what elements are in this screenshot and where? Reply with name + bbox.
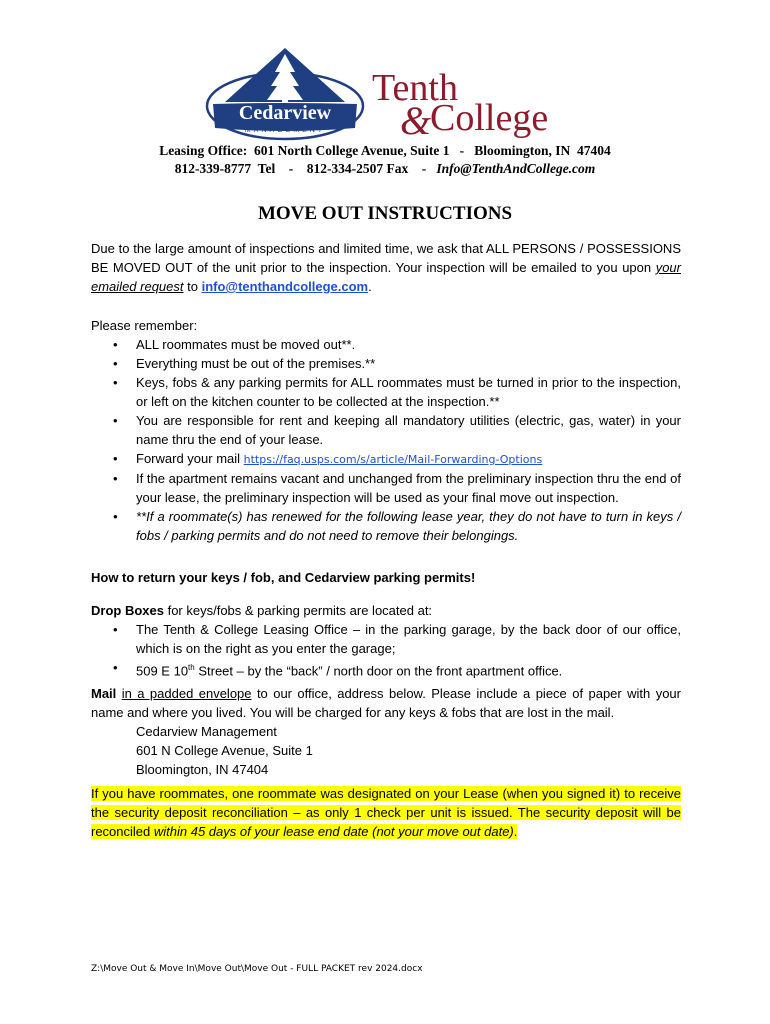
tenth-logo-word1: Tenth (372, 68, 458, 109)
cedarview-logo (205, 44, 365, 142)
cedarview-logo-name: Cedarview (238, 102, 332, 124)
deposit-italic: within 45 days of your lease end date (not your move out date) (153, 824, 514, 839)
intro-request: your emailed request (91, 260, 681, 294)
deposit-notice (91, 784, 681, 841)
list-item: • Keys, fobs & any parking permits for ALL roommates must be turned in prior to the inspection, or left on the kitchen counter to be collected at the inspection.** (91, 373, 681, 411)
drop-boxes-text: for keys/fobs & parking permits are located at: (163, 603, 433, 618)
mail-text: to our office, address below. Please include a piece of paper with your name and where you lived. You will be charged for any keys & fobs that are lost in the mail. (91, 686, 681, 720)
drop-boxes-intro (91, 601, 681, 620)
drop-boxes-section (91, 601, 681, 680)
list-item: • You are responsible for rent and keeping all mandatory utilities (electric, gas, water) in your name thru the end of your lease. (91, 411, 681, 449)
drop-item2-sup: th (188, 663, 195, 672)
list-item: • ALL roommates must be moved out**. (91, 335, 681, 354)
office-email[interactable]: Info@TenthAndCollege.com (436, 161, 596, 176)
remember-section (91, 316, 681, 545)
mail-label: Mail (91, 686, 117, 701)
remember-list (91, 335, 681, 545)
intro-text: Due to the large amount of inspections and limited time, we ask that ALL PERSONS / POSSESSIONS BE MOVED OUT of the unit prior to the inspection. Your inspection will be emailed to you upon (91, 241, 681, 275)
drop-boxes-label: Drop Boxes (91, 603, 164, 618)
tenth-logo-amp: & (400, 98, 432, 140)
remember-heading: Please remember: (91, 318, 198, 333)
intro-paragraph (91, 239, 681, 296)
office-contact-line (0, 161, 770, 177)
mail-section (91, 684, 681, 779)
intro-end: . (368, 279, 372, 294)
header-logos (0, 44, 770, 144)
deposit-text: If you have roommates, one roommate was designated on your Lease (when you signed it) to receive the security deposit reconciliation – as only 1 check per unit is issued. The security deposit will be reconciled (91, 786, 681, 839)
info-email-link[interactable]: info@tenthandcollege.com (201, 279, 369, 294)
mail-envelope: in a padded envelope (121, 686, 252, 701)
usps-forwarding-link[interactable]: https://faq.usps.com/s/article/Mail-Forwarding-Options (243, 453, 543, 466)
office-phone-fax: 812-339-8777 Tel - 812-334-2507 Fax - (174, 161, 437, 176)
list-item: • The Tenth & College Leasing Office – in the parking garage, by the back door of our office, which is on the right as you enter the garage; (91, 620, 681, 658)
mail-paragraph (91, 684, 681, 722)
list-item: • If the apartment remains vacant and unchanged from the preliminary inspection thru the end of your lease, the preliminary inspection will be used as your final move out inspection. (91, 469, 681, 507)
tenth-college-logo (370, 68, 560, 140)
drop-item2-post: Street – by the “back” / north door on the front apartment office. (194, 663, 563, 679)
drop-boxes-list (91, 620, 681, 680)
mail-address-line: Bloomington, IN 47404 (136, 762, 269, 777)
cedarview-logo-sub: MANAGEMENT (244, 127, 326, 134)
mail-address-line: Cedarview Management (136, 724, 277, 739)
intro-to: to (183, 279, 202, 294)
list-item-forward-mail (91, 449, 681, 469)
list-item (91, 658, 681, 680)
tenth-logo-word2: College (430, 97, 549, 139)
footer-file-path: Z:\Move Out & Move In\Move Out\Move Out - FULL PACKET rev 2024.docx (91, 964, 423, 974)
office-address-line: Leasing Office: 601 North College Avenue, Suite 1 - Bloomington, IN 47404 (159, 143, 611, 158)
drop-item2-pre: 509 E 10 (136, 663, 189, 679)
page-title: MOVE OUT INSTRUCTIONS (257, 203, 513, 224)
deposit-end: . (513, 824, 518, 839)
mail-address-line: 601 N College Avenue, Suite 1 (136, 743, 313, 758)
forward-mail-label: Forward your mail (136, 451, 244, 466)
return-heading: How to return your keys / fob, and Cedarview parking permits! (91, 570, 476, 585)
list-item-renewed: • **If a roommate(s) has renewed for the following lease year, they do not have to turn in keys / fobs / parking permits and do not need to remove their belongings. (91, 507, 681, 545)
list-item: • Everything must be out of the premises.** (91, 354, 681, 373)
